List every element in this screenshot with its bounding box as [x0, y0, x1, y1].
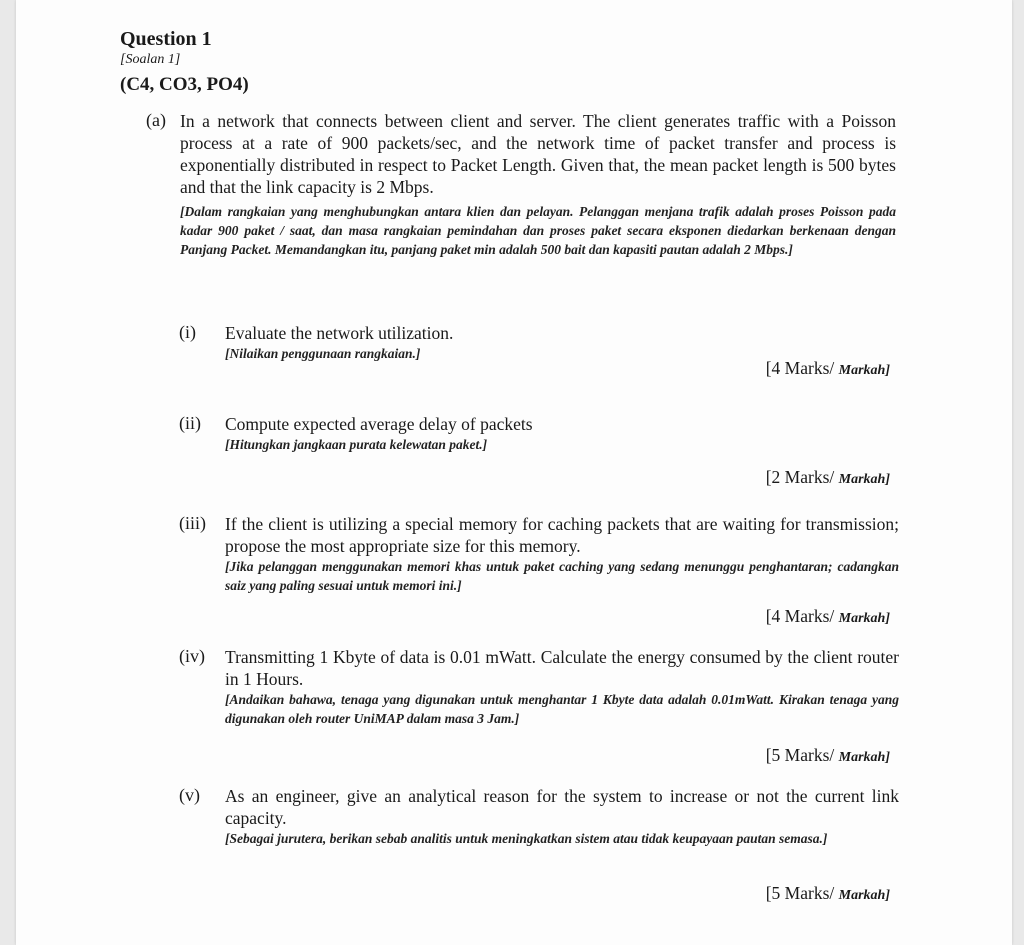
sub-question-number: (i) — [179, 322, 196, 342]
marks-label: [5 Marks/ — [765, 745, 835, 765]
sub-question-number: (v) — [179, 785, 200, 805]
sub-question-v — [179, 785, 899, 848]
part-a-text-english: In a network that connects between client and server. The client generates traffic with a Poisson process at a rate of 900 packets/sec, and the network time of packet transfer and process is exponentially distributed in respect to Packet Length. Given that, the mean packet length is 500 bytes and that the link capacity is 2 Mbps. — [180, 111, 896, 197]
exam-page — [16, 0, 1012, 945]
marks-v — [766, 883, 890, 904]
part-a-label: (a) — [146, 110, 166, 130]
sub-question-i — [179, 322, 899, 363]
sub-question-number: (iii) — [179, 513, 206, 533]
sub-question-text-english: Compute expected average delay of packets — [225, 414, 533, 434]
sub-question-text-malay: [Hitungkan jangkaan purata kelewatan paket.] — [225, 437, 488, 452]
sub-question-text-malay: [Andaikan bahawa, tenaga yang digunakan untuk menghantar 1 Kbyte data adalah 0.01mWatt. Kirakan tenaga yang digunakan oleh router UniMAP dalam masa 3 Jam.] — [225, 692, 899, 726]
sub-question-text-malay: [Jika pelanggan menggunakan memori khas untuk paket caching yang sedang menunggu penghantaran; cadangkan saiz yang paling sesuai untuk memori ini.] — [225, 559, 899, 593]
question-title-malay: [Soalan 1] — [120, 52, 181, 67]
marks-label: [4 Marks/ — [765, 606, 835, 626]
sub-question-text-english: Transmitting 1 Kbyte of data is 0.01 mWatt. Calculate the energy consumed by the client router in 1 Hours. — [225, 647, 899, 689]
sub-question-iv — [179, 646, 899, 728]
sub-question-number: (ii) — [179, 413, 201, 433]
marks-label-malay: Markah] — [838, 472, 890, 487]
sub-question-iii — [179, 513, 899, 595]
marks-label: [5 Marks/ — [765, 883, 835, 903]
marks-i — [766, 358, 890, 379]
sub-question-text-english: Evaluate the network utilization. — [225, 323, 454, 343]
course-outcomes: (C4, CO3, PO4) — [120, 74, 249, 95]
part-a — [146, 110, 896, 259]
marks-ii — [766, 467, 890, 488]
question-title: Question 1 — [120, 28, 212, 50]
marks-label-malay: Markah] — [838, 750, 890, 765]
marks-label: [2 Marks/ — [765, 467, 835, 487]
sub-question-text-english: If the client is utilizing a special memory for caching packets that are waiting for transmission; propose the most appropriate size for this memory. — [225, 514, 899, 556]
marks-label: [4 Marks/ — [765, 358, 835, 378]
sub-question-text-malay: [Sebagai jurutera, berikan sebab analitis untuk meningkatkan sistem atau tidak keupayaan pautan semasa.] — [225, 831, 828, 846]
sub-question-number: (iv) — [179, 646, 205, 666]
marks-iv — [766, 745, 890, 766]
marks-iii — [766, 606, 890, 627]
marks-label-malay: Markah] — [838, 888, 890, 903]
sub-question-ii — [179, 413, 899, 454]
sub-question-text-malay: [Nilaikan penggunaan rangkaian.] — [225, 346, 421, 361]
marks-label-malay: Markah] — [838, 363, 890, 378]
sub-question-text-english: As an engineer, give an analytical reason for the system to increase or not the current link capacity. — [225, 786, 899, 828]
part-a-text-malay: [Dalam rangkaian yang menghubungkan antara klien dan pelayan. Pelanggan menjana trafik adalah proses Poisson pada kadar 900 paket / saat, dan masa rangkaian pemindahan dan proses paket secara eksponen diedarkan berkenaan dengan Panjang Packet. Memandangkan itu, panjang paket min adalah 500 bait dan kapasiti pautan adalah 2 Mbps.] — [180, 204, 896, 257]
marks-label-malay: Markah] — [838, 611, 890, 626]
